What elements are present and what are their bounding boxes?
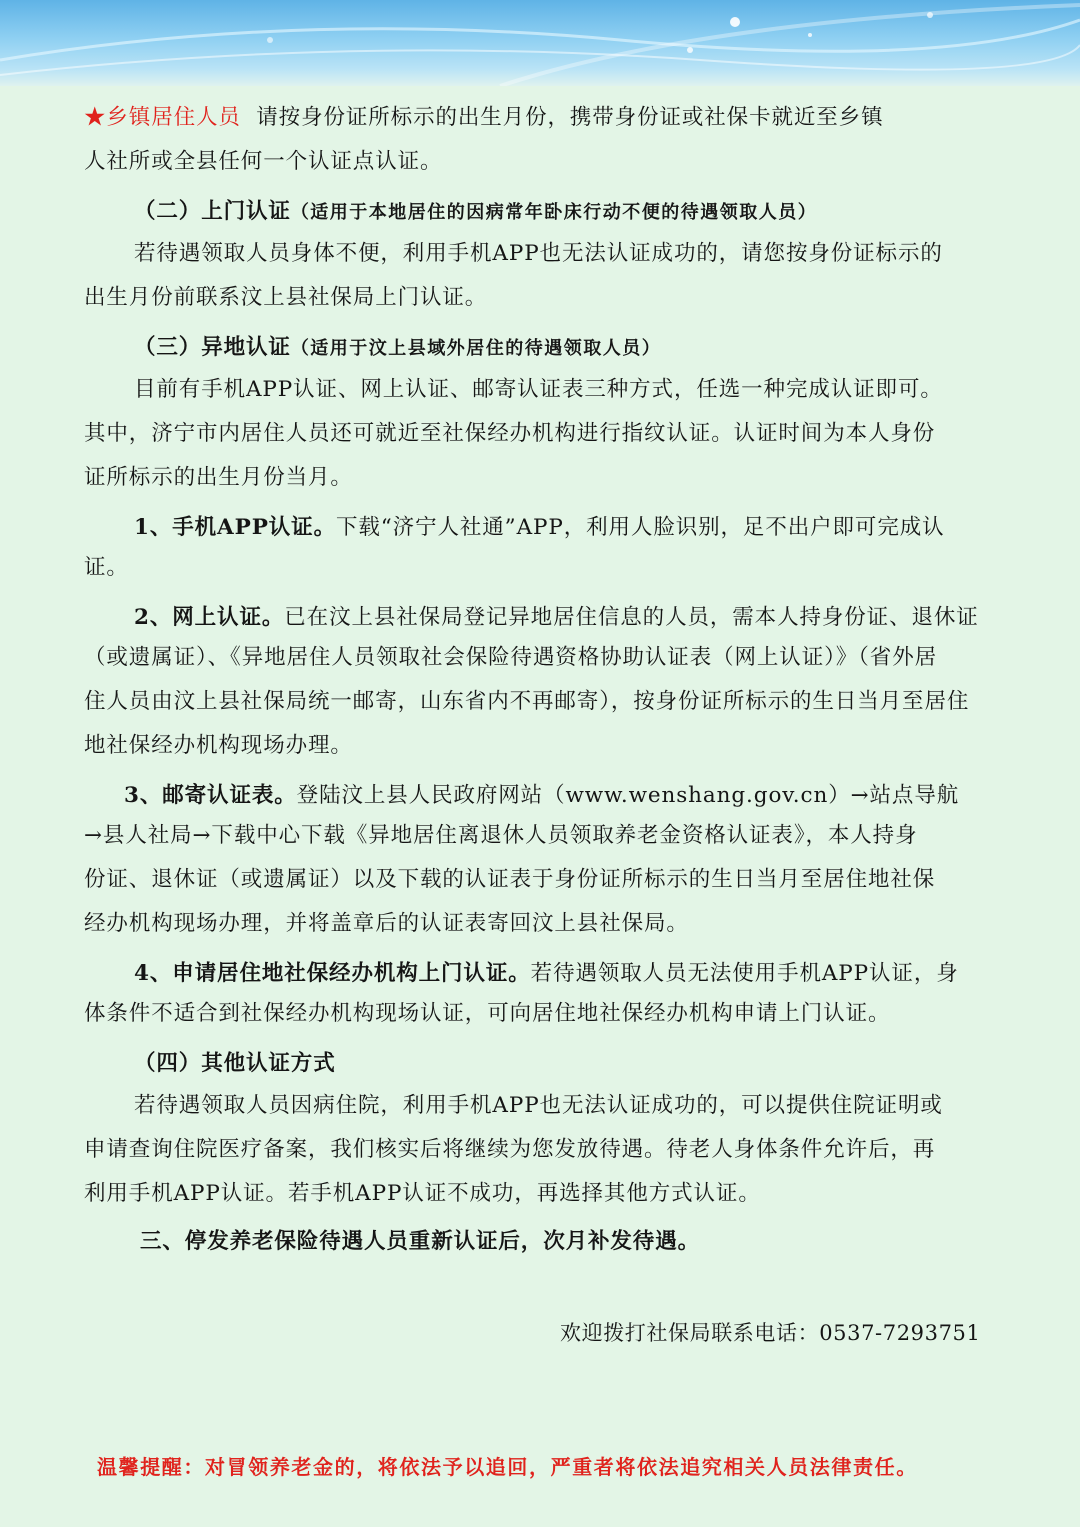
other-line-3: 利用手机APP认证。若手机APP认证不成功，再选择其他方式认证。 (84, 1181, 761, 1206)
item3-line-3: 份证、退休证（或遗属证）以及下载的认证表于身份证所标示的生日当月至居住地社保 (84, 867, 936, 892)
warning-notice: 温馨提醒：对冒领养老金的，将依法予以追回，严重者将依法追究相关人员法律责任。 (97, 1455, 918, 1479)
item3-title: 3、邮寄认证表。 (124, 783, 297, 808)
remote-line-3: 证所标示的出生月份当月。 (84, 465, 353, 490)
home-line-2: 出生月份前联系汶上县社保局上门认证。 (84, 285, 488, 310)
remote-line-2: 其中，济宁市内居住人员还可就近至社保经办机构进行指纹认证。认证时间为本人身份 (84, 421, 936, 446)
header-banner (0, 0, 1080, 86)
other-line-2: 申请查询住院医疗备案，我们核实后将继续为您发放待遇。待老人身体条件允许后，再 (84, 1137, 936, 1162)
item1-text: 下载“济宁人社通”APP，利用人脸识别，足不出户即可完成认 (335, 515, 945, 540)
remote-subtitle: （适用于汶上县域外居住的待遇领取人员） (290, 338, 662, 359)
township-label: 乡镇居住人员 (106, 105, 241, 130)
item2-line-1 (134, 603, 979, 633)
home-title: （二）上门认证 (134, 199, 291, 224)
item1-line-1 (134, 513, 945, 543)
other-line-1: 若待遇领取人员因病住院，利用手机APP也无法认证成功的，可以提供住院证明或 (134, 1093, 943, 1118)
banner-decoration-icon (0, 0, 1080, 86)
item2-text: 已在汶上县社保局登记异地居住信息的人员，需本人持身份证、退休证 (284, 605, 979, 630)
remote-line-1: 目前有手机APP认证、网上认证、邮寄认证表三种方式，任选一种完成认证即可。 (134, 377, 943, 402)
item2-title: 2、网上认证。 (134, 605, 285, 630)
item3-line-2: →县人社局→下载中心下载《异地居住离退休人员领取养老金资格认证表》，本人持身 (84, 823, 918, 848)
item3-text: 登陆汶上县人民政府网站（www.wenshang.gov.cn）→站点导航 (296, 783, 960, 808)
item4-text: 若待遇领取人员无法使用手机APP认证，身 (530, 961, 959, 986)
home-subtitle: （适用于本地居住的因病常年卧床行动不便的待遇领取人员） (290, 202, 818, 223)
item1-title: 1、手机APP认证。 (134, 515, 336, 540)
home-line-1: 若待遇领取人员身体不便，利用手机APP也无法认证成功的，请您按身份证标示的 (134, 241, 943, 266)
remote-title: （三）异地认证 (134, 335, 291, 360)
item3-line-4: 经办机构现场办理，并将盖章后的认证表寄回汶上县社保局。 (84, 911, 689, 936)
other-title: （四）其他认证方式 (134, 1051, 336, 1076)
township-line-1 (84, 103, 883, 133)
item2-line-2: （或遗属证）、《异地居住人员领取社会保险待遇资格协助认证表（网上认证）》（省外居 (84, 645, 938, 670)
township-line-2: 人社所或全县任何一个认证点认证。 (84, 149, 443, 174)
home-title-line (134, 197, 817, 228)
section-three-title: 三、停发养老保险待遇人员重新认证后，次月补发待遇。 (140, 1229, 701, 1254)
item1-line-2: 证。 (84, 555, 129, 580)
item4-line-1 (134, 959, 959, 989)
item3-line-1 (124, 781, 959, 811)
item2-line-4: 地社保经办机构现场办理。 (84, 733, 353, 758)
item2-line-3: 住人员由汶上县社保局统一邮寄，山东省内不再邮寄），按身份证所标示的生日当月至居住 (84, 689, 970, 714)
remote-title-line (134, 333, 661, 364)
item4-line-2: 体条件不适合到社保经办机构现场认证，可向居住地社保经办机构申请上门认证。 (84, 1001, 891, 1026)
township-text: 请按身份证所标示的出生月份，携带身份证或社保卡就近至乡镇 (256, 105, 884, 130)
item4-title: 4、申请居住地社保经办机构上门认证。 (134, 961, 531, 986)
star-icon: ★ (84, 105, 107, 130)
contact-phone: 欢迎拨打社保局联系电话：0537-7293751 (560, 1321, 981, 1345)
